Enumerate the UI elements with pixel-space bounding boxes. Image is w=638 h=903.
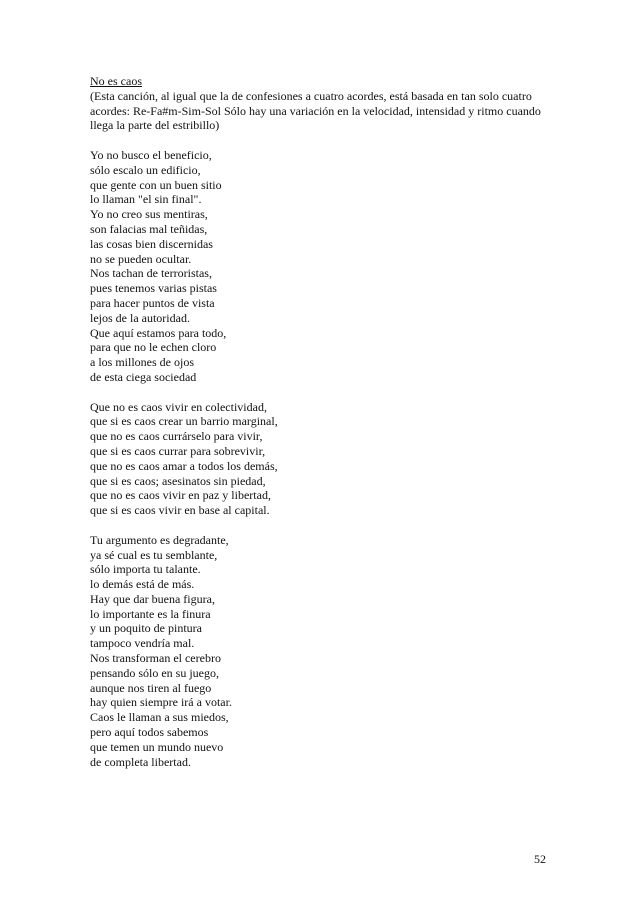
lyric-line: pero aquí todos sabemos <box>90 725 209 740</box>
lyric-line: Que no es caos vivir en colectividad, <box>90 399 267 414</box>
lyric-line: que no es caos amar a todos los demás, <box>90 458 278 473</box>
lyric-line: Yo no creo sus mentiras, <box>90 207 208 222</box>
stanza-3 <box>90 533 550 770</box>
song-note: (Esta canción, al igual que la de confesiones a cuatro acordes, está basada en tan solo cuatro acordes: Re-Fa#m-Sim-Sol Sólo hay una variación en la velocidad, intensidad y ritmo cuando llega la parte del estribillo) <box>90 88 541 133</box>
lyric-line: Nos tachan de terroristas, <box>90 266 212 281</box>
page-number: 52 <box>534 852 546 866</box>
lyric-line: que si es caos; asesinatos sin piedad, <box>90 473 266 488</box>
lyric-line: pues tenemos varias pistas <box>90 281 217 296</box>
lyrics-body <box>90 148 550 769</box>
lyric-line: para hacer puntos de vista <box>90 295 215 310</box>
lyric-line: que si es caos crear un barrio marginal, <box>90 414 278 429</box>
lyric-line: lo importante es la finura <box>90 606 211 621</box>
lyric-line: ya sé cual es tu semblante, <box>90 547 218 562</box>
lyric-line: no se pueden ocultar. <box>90 251 192 266</box>
lyric-line: pensando sólo en su juego, <box>90 665 219 680</box>
lyric-line: y un poquito de pintura <box>90 621 202 636</box>
lyric-line: tampoco vendría mal. <box>90 636 195 651</box>
lyric-line: que temen un mundo nuevo <box>90 739 224 754</box>
lyric-line: Tu argumento es degradante, <box>90 532 229 547</box>
lyric-line: que no es caos currárselo para vivir, <box>90 429 263 444</box>
lyric-line: Caos le llaman a sus miedos, <box>90 710 229 725</box>
stanza-2 <box>90 400 550 518</box>
lyric-line: sólo escalo un edificio, <box>90 162 201 177</box>
lyric-line: Hay que dar buena figura, <box>90 591 215 606</box>
lyric-line: las cosas bien discernidas <box>90 236 213 251</box>
lyric-line: lo demás está de más. <box>90 577 195 592</box>
lyric-line: que no es caos vivir en paz y libertad, <box>90 488 271 503</box>
lyric-line: Yo no busco el beneficio, <box>90 147 212 162</box>
lyric-line: Que aquí estamos para todo, <box>90 325 227 340</box>
lyric-line: a los millones de ojos <box>90 355 194 370</box>
lyric-line: de completa libertad. <box>90 754 191 769</box>
lyric-line: que si es caos vivir en base al capital. <box>90 503 270 518</box>
lyric-line: sólo importa tu talante. <box>90 562 201 577</box>
song-content <box>90 74 550 769</box>
lyric-line: para que no le echen cloro <box>90 340 217 355</box>
lyric-line: de esta ciega sociedad <box>90 369 197 384</box>
lyric-line: Nos transforman el cerebro <box>90 651 221 666</box>
stanza-1 <box>90 148 550 385</box>
lyric-line: son falacias mal teñidas, <box>90 221 208 236</box>
lyric-line: aunque nos tiren al fuego <box>90 680 212 695</box>
lyric-line: que si es caos currar para sobrevivir, <box>90 443 266 458</box>
lyric-line: hay quien siempre irá a votar. <box>90 695 232 710</box>
song-title: No es caos <box>90 74 142 88</box>
lyric-line: lejos de la autoridad. <box>90 310 190 325</box>
lyric-line: lo llaman "el sin final". <box>90 192 202 207</box>
lyric-line: que gente con un buen sitio <box>90 177 222 192</box>
